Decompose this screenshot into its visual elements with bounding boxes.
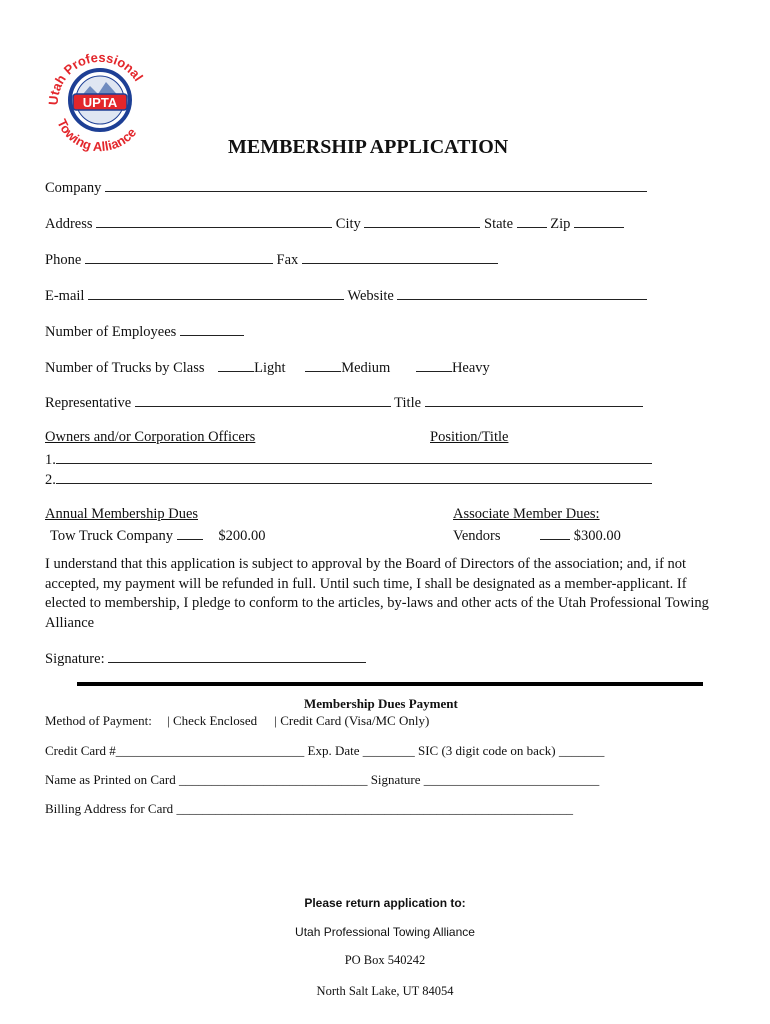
officer-row-1: [45, 450, 652, 469]
phone-field[interactable]: [85, 250, 273, 264]
credit-card-row: [45, 743, 604, 759]
logo-arc-bottom: Towing Alliance: [54, 116, 140, 155]
payment-heading: Membership Dues Payment: [304, 696, 458, 711]
website-field[interactable]: [397, 286, 647, 300]
vendors-row: [453, 526, 621, 545]
heavy-label: Heavy: [451, 360, 490, 376]
billing-field[interactable]: _____________________________________________________________: [176, 801, 573, 816]
website-label: Website: [347, 288, 394, 304]
upta-logo: [40, 38, 158, 156]
trucks-label: Number of Trucks by Class: [45, 360, 205, 376]
billing-label: Billing Address for Card: [45, 801, 174, 816]
section-divider: [77, 682, 703, 686]
exp-date-field[interactable]: ________: [362, 743, 415, 758]
company-row: [45, 178, 647, 197]
trucks-row: [45, 358, 490, 377]
company-field[interactable]: [105, 178, 647, 192]
signature-field[interactable]: [108, 649, 366, 663]
credit-card-label: Credit Card (Visa/MC Only): [280, 713, 430, 728]
employees-field[interactable]: [180, 322, 244, 336]
zip-label: Zip: [550, 216, 571, 232]
sic-field[interactable]: _______: [558, 743, 605, 758]
representative-field[interactable]: [135, 393, 391, 407]
state-label: State: [484, 216, 514, 232]
title-field[interactable]: [425, 393, 643, 407]
billing-row: [45, 801, 573, 817]
card-number-label: Credit Card #: [45, 743, 116, 758]
title-label: Title: [394, 395, 422, 411]
card-signature-label: Signature: [370, 772, 421, 787]
vendors-field[interactable]: [540, 526, 570, 540]
tow-truck-row: [50, 526, 265, 545]
officer-row-2: [45, 470, 652, 489]
vendors-label: Vendors: [453, 528, 501, 544]
fax-field[interactable]: [302, 250, 498, 264]
sic-label: SIC (3 digit code on back): [418, 743, 556, 758]
employees-row: [45, 322, 244, 341]
company-label: Company: [45, 180, 102, 196]
signature-label: Signature:: [45, 651, 105, 667]
check-enclosed-option[interactable]: [167, 713, 260, 728]
state-field[interactable]: [517, 214, 547, 228]
position-heading: Position/Title: [430, 429, 509, 445]
logo-badge-text: UPTA: [82, 95, 118, 110]
medium-label: Medium: [341, 360, 391, 376]
card-number-field[interactable]: _____________________________: [115, 743, 305, 758]
upta-logo-graphic: [40, 38, 158, 156]
card-signature-field[interactable]: ___________________________: [423, 772, 600, 787]
phone-row: [45, 250, 498, 269]
email-label: E-mail: [45, 288, 85, 304]
method-label: Method of Payment:: [45, 713, 152, 728]
officer-2-field[interactable]: [56, 470, 652, 484]
logo-arc-top: Utah Professional: [45, 49, 147, 106]
signature-row: [45, 649, 366, 668]
card-name-row: [45, 772, 599, 788]
return-heading: Please return application to:: [304, 896, 466, 910]
return-po: PO Box 540242: [344, 953, 426, 967]
light-field[interactable]: [218, 358, 254, 372]
card-name-field[interactable]: _____________________________: [178, 772, 368, 787]
fax-label: Fax: [276, 252, 299, 268]
page-title: MEMBERSHIP APPLICATION: [228, 136, 509, 158]
exp-date-label: Exp. Date: [307, 743, 360, 758]
employees-label: Number of Employees: [45, 324, 177, 340]
tow-truck-field[interactable]: [177, 526, 203, 540]
associate-dues-heading: Associate Member Dues:: [453, 506, 600, 522]
officer-row-2-number: 2.: [45, 472, 56, 488]
annual-dues-heading: Annual Membership Dues: [45, 506, 199, 522]
address-field[interactable]: [96, 214, 332, 228]
return-city: North Salt Lake, UT 84054: [316, 984, 454, 998]
officer-1-field[interactable]: [56, 450, 652, 464]
method-row: [45, 713, 429, 729]
agreement-paragraph: I understand that this application is subject to approval by the Board of Directors of the association; and, if not accepted, my payment will be refunded in full. Until such time, I shall be designated as a member-applicant. If elected to membership, I pledge to conform to the articles, by-laws and other acts of the Utah Professional Towing Alliance: [45, 556, 709, 631]
email-field[interactable]: [88, 286, 344, 300]
city-label: City: [335, 216, 361, 232]
representative-row: [45, 393, 643, 412]
officer-row-1-number: 1.: [45, 452, 56, 468]
credit-card-option[interactable]: [274, 713, 429, 728]
tow-truck-amount: $200.00: [218, 528, 266, 544]
address-label: Address: [45, 216, 93, 232]
medium-field[interactable]: [305, 358, 341, 372]
phone-label: Phone: [45, 252, 82, 268]
return-org: Utah Professional Towing Alliance: [295, 925, 475, 939]
email-row: [45, 286, 647, 305]
tow-truck-label: Tow Truck Company: [50, 528, 174, 544]
representative-label: Representative: [45, 395, 132, 411]
city-field[interactable]: [364, 214, 480, 228]
check-enclosed-label: Check Enclosed: [173, 713, 258, 728]
light-label: Light: [254, 360, 286, 376]
heavy-field[interactable]: [416, 358, 452, 372]
check-box-icon[interactable]: |: [167, 713, 170, 728]
credit-box-icon[interactable]: |: [274, 713, 277, 728]
vendors-amount: $300.00: [573, 528, 621, 544]
card-name-label: Name as Printed on Card: [45, 772, 176, 787]
zip-field[interactable]: [574, 214, 624, 228]
address-row: [45, 214, 624, 233]
officers-heading: Owners and/or Corporation Officers: [45, 429, 256, 445]
